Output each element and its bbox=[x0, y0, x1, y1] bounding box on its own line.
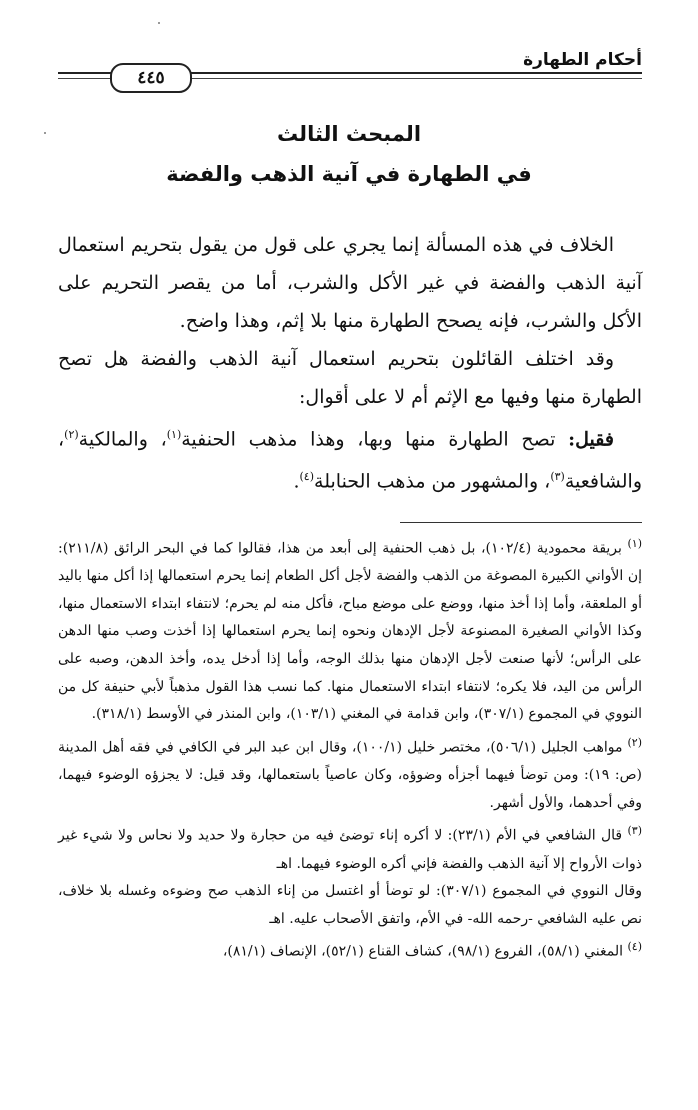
section-title: في الطهارة في آنية الذهب والفضة bbox=[166, 162, 532, 186]
footnote-number: (٣) bbox=[627, 824, 642, 838]
page-header bbox=[58, 48, 642, 98]
paragraph: وقد اختلف القائلون بتحريم استعمال آنية الذهب والفضة هل تصح الطهارة منها وفيها مع الإثم أم لا على أقوال: bbox=[58, 348, 642, 408]
footnote-ref: (٣) bbox=[550, 470, 565, 484]
footnote-ref: (٢) bbox=[64, 428, 79, 441]
footnote-number: (١) bbox=[627, 537, 642, 550]
section-headings bbox=[0, 122, 698, 186]
footnote: $^{(٤)}$ المغني (٥٨/١)، الفروع (٩٨/١)، كشاف القناع (٥٢/١)، الإنصاف (٨١/١)، bbox=[222, 940, 642, 960]
footnote-continuation: وقال النووي في المجموع (٣٠٧/١): لو توضأ أو اغتسل من إناء الذهب صح وضوءه وغسله بلا خلاف، نص عليه الشافعي -رحمه الله- في الأم، واتفق الأصحاب عليه. اهـ bbox=[58, 883, 642, 927]
footnote: $^{(١)}$ بريقة محمودية (١٠٢/٤)، بل ذهب الحنفية إلى أبعد من هذا، فقالوا كما في البحر الرائق (٢١١/٨): إن الأواني الكبيرة المصوغة من الذهب والفضة لأجل أكل الطعام إنما يحرم استعمالها إذا أكل منها باليد أو الملعقة، وأما إذا أخذ منها، ووضع على موضع مباح، فأكل منه لم يحرم؛ لانتفاء ابتداء الاستعمال منها، وكذا الأواني الصغيرة المصنوعة لأجل الإدهان ونحوه إنما يحرم استعمالها إذا أخذت وصب منها الدهن على الرأس؛ لأنها صنعت لأجل الإدهان منها بذلك الوجه، وأما إذا أدخل يده، وأخذ الدهن، وصبه على الرأس من اليد، فلا يكره؛ لانتفاء ابتداء الاستعمال منها. كما نسب هذا القول مذهباً لأبي حنيفة كل من النووي في المجموع (٣٠٧/١)، وابن قدامة في المغني (١٠٣/١)، وابن المنذر في الأوسط (٣١٨/١). bbox=[58, 537, 642, 723]
footnote: $^{(٢)}$ مواهب الجليل (٥٠٦/١)، مختصر خليل (١٠٠/١)، وقال ابن عبد البر في الكافي في فقه أهل المدينة (ص: ١٩): ومن توضأ فيهما أجزأه وضوؤه، وكان عاصياً باستعمالها، وقد قيل: لا يجزؤه الوضوء فيهما، وفي أحدهما، والأول أشهر. bbox=[58, 735, 643, 811]
footnote-number: (٢) bbox=[627, 735, 642, 749]
scan-speck bbox=[44, 132, 46, 134]
footnote: $^{(٣)}$ قال الشافعي في الأم (٢٣/١): لا أكره إناء توضئ فيه من حجارة ولا حديد ولا نحاس ولا شيء غير ذوات الأرواح إلا آنية الذهب والفضة فإني أكره الوضوء فيهما. اهـ bbox=[58, 824, 642, 872]
section-heading: المبحث الثالث bbox=[276, 122, 422, 146]
main-text bbox=[58, 226, 642, 501]
footnote-ref: (١) bbox=[166, 428, 182, 441]
footnote-ref: (٤) bbox=[299, 470, 315, 484]
footnote-separator bbox=[400, 522, 642, 523]
footnotes bbox=[58, 530, 642, 967]
paragraph: الخلاف في هذه المسألة إنما يجري على قول من يقول بتحريم استعمال آنية الذهب والفضة في غير الأكل والشرب، أما من يقصر التحريم على الأكل والشرب، فإنه يصحح الطهارة منها بلا إثم، وهذا واضح. bbox=[58, 234, 642, 332]
paragraph-label: فقيل: bbox=[568, 428, 614, 451]
footnote-number: (٤) bbox=[627, 940, 642, 954]
page-number: ٤٤٥ bbox=[110, 63, 192, 93]
running-title: أحكام الطهارة bbox=[523, 50, 642, 70]
paragraph: فقيل: تصح الطهارة منها وبها، وهذا مذهب الحنفية$^{(١)}$، والمالكية$^{(٢)}$، والشافعية$^{(٣)}$، والمشهور من مذهب الحنابلة$^{(٤)}$. bbox=[58, 428, 642, 493]
scan-speck bbox=[158, 22, 160, 24]
